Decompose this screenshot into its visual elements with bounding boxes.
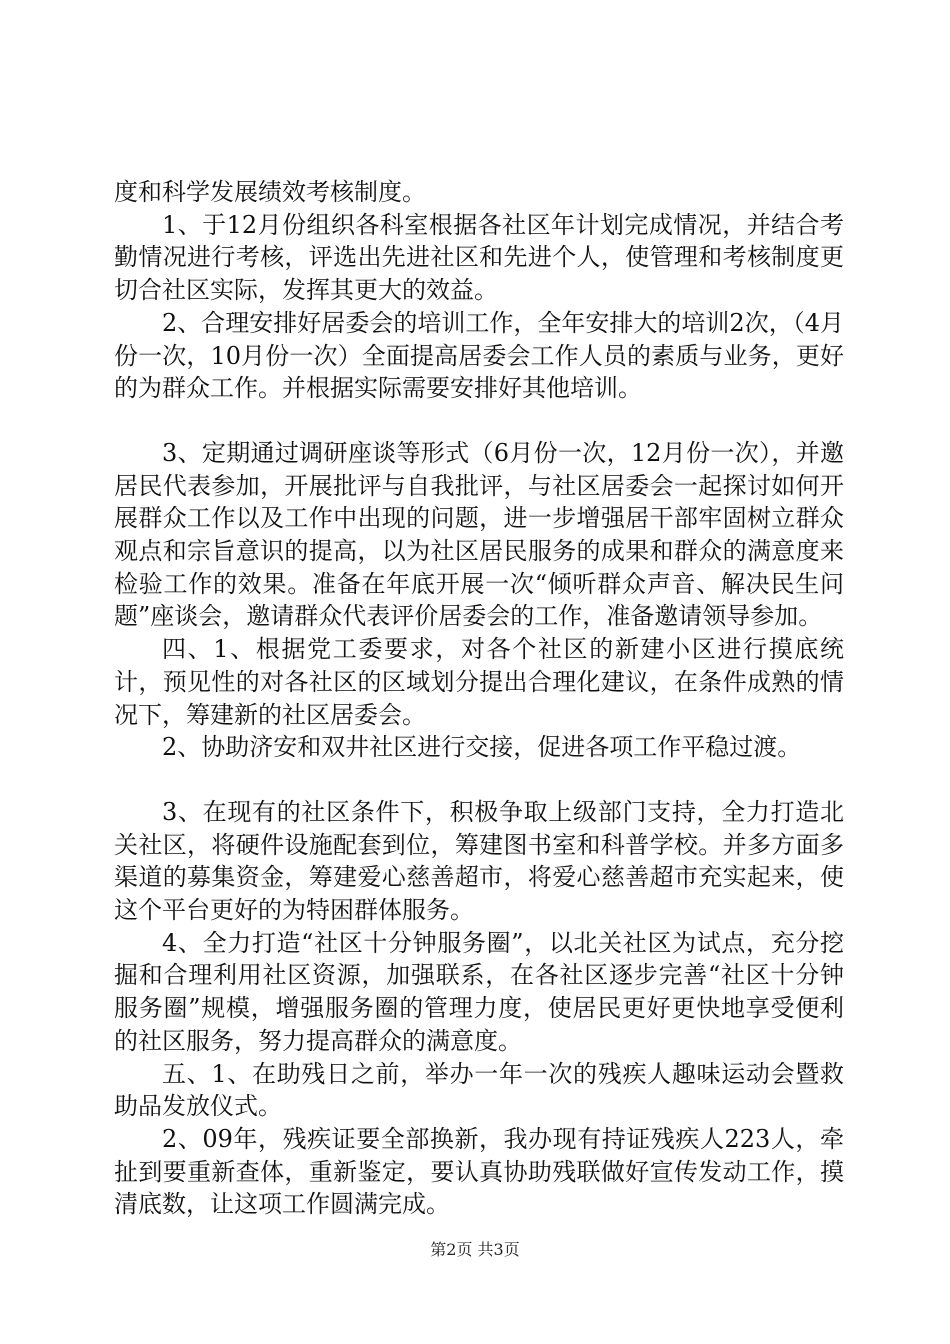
page-footer: 第2页 共3页 [430,1240,520,1259]
paragraph-section-five: 五、1、在助残日之前，举办一年一次的残疾人趣味运动会暨救助品发放仪式。 [114,1059,844,1121]
paragraph-section-four-item-2: 2、协助济安和双井社区进行交接，促进各项工作平稳过渡。 [162,733,802,762]
paragraph-gap [114,405,844,437]
paragraph-continuation: 度和科学发展绩效考核制度。 [114,178,426,206]
paragraph-section-five-item-2: 2、09年，残疾证要全部换新，我办现有持证残疾人223人，牵扯到要重新查体，重新鉴定，要认真协助残联做好宣传发动工作，摸清底数，让这项工作圆满完成。 [114,1124,844,1219]
paragraph-section-four-item-3: 3、在现有的社区条件下，积极争取上级部门支持，全力打造北关社区，将硬件设施配套到位，筹建图书室和科普学校。并多方面多渠道的募集资金，筹建爱心慈善超市，将爱心慈善超市充实起来，使这个平台更好的为特困群体服务。 [114,797,844,925]
paragraph-section-four-item-4: 4、全力打造“社区十分钟服务圈”，以北关社区为试点，充分挖掘和合理利用社区资源，加强联系，在各社区逐步完善“社区十分钟服务圈”规模，增强服务圈的管理力度，使居民更好更快地享受便利的社区服务，努力提高群众的满意度。 [114,928,844,1055]
document-body [114,176,844,1221]
paragraph-section-four: 四、1、根据党工委要求，对各个社区的新建小区进行摸底统计，预见性的对各社区的区域划分提出合理化建议，在条件成熟的情况下，筹建新的社区居委会。 [114,635,844,729]
paragraph-item-3: 3、定期通过调研座谈等形式（6月份一次，12月份一次），并邀居民代表参加，开展批评与自我批评，与社区居委会一起探讨如何开展群众工作以及工作中出现的问题，进一步增强居干部牢固树立群众观点和宗旨意识的提高，以为社区居民服务的成果和群众的满意度来检验工作的效果。准备在年底开展一次“倾听群众声音、解决民生问题”座谈会，邀请群众代表评价居委会的工作，准备邀请领导参加。 [114,438,844,631]
paragraph-item-2: 2、合理安排好居委会的培训工作，全年安排大的培训2次，（4月份一次，10月份一次）全面提高居委会工作人员的素质与业务，更好的为群众工作。并根据实际需要安排好其他培训。 [114,308,844,403]
paragraph-item-1: 1、于12月份组织各科室根据各社区年计划完成情况，并结合考勤情况进行考核，评选出先进社区和先进个人，使管理和考核制度更切合社区实际，发挥其更大的效益。 [114,210,844,305]
paragraph-gap [114,764,844,796]
